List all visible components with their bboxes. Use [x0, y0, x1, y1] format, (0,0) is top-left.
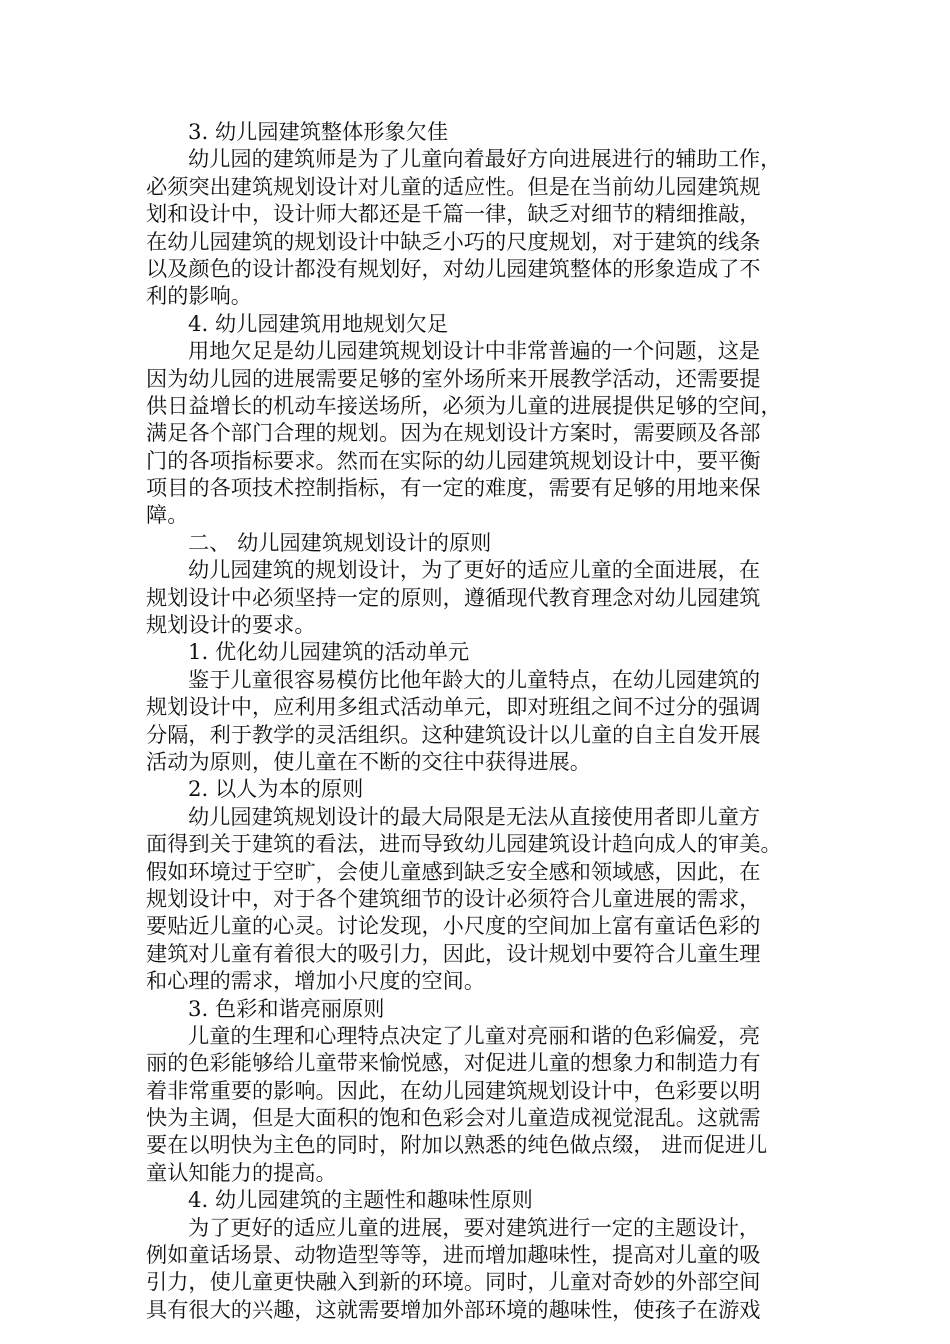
text-line: 3. 色彩和谐亮丽原则	[188, 995, 385, 1021]
text-line: 必须突出建筑规划设计对儿童的适应性。但是在当前幼儿园建筑规	[146, 173, 761, 199]
text-line: 二、 幼儿园建筑规划设计的原则	[188, 529, 492, 555]
text-line: 引力，使儿童更快融入到新的环境。同时，儿童对奇妙的外部空间	[146, 1269, 761, 1295]
text-line: 2. 以人为本的原则	[188, 776, 364, 802]
text-line: 丽的色彩能够给儿童带来愉悦感，对促进儿童的想象力和制造力有	[146, 1050, 761, 1076]
text-line: 因为幼儿园的进展需要足够的室外场所来开展教学活动，还需要提	[146, 365, 761, 391]
text-line: 规划设计中，应利用多组式活动单元，即对班组之间不过分的强调	[146, 694, 761, 720]
text-line: 划和设计中，设计师大都还是千篇一律，缺乏对细节的精细推敲，	[146, 201, 761, 227]
text-line: 要在以明快为主色的同时，附加以熟悉的纯色做点缀， 进而促进儿	[146, 1132, 768, 1158]
text-line: 利的影响。	[146, 283, 252, 309]
text-line: 障。	[146, 502, 189, 528]
text-line: 在幼儿园建筑的规划设计中缺乏小巧的尺度规划，对于建筑的线条	[146, 228, 761, 254]
text-line: 3. 幼儿园建筑整体形象欠佳	[188, 119, 449, 144]
text-line: 门的各项指标要求。然而在实际的幼儿园建筑规划设计中，要平衡	[146, 447, 761, 473]
text-line: 幼儿园的建筑师是为了儿童向着最好方向进展进行的辅助工作，	[188, 146, 782, 172]
text-line: 满足各个部门合理的规划。因为在规划设计方案时，需要顾及各部	[146, 420, 761, 446]
text-line: 1. 优化幼儿园建筑的活动单元	[188, 639, 470, 665]
text-line: 幼儿园建筑规划设计的最大局限是无法从直接使用者即儿童方	[188, 803, 761, 829]
text-line: 活动为原则，使儿童在不断的交往中获得进展。	[146, 748, 591, 774]
text-line: 用地欠足是幼儿园建筑规划设计中非常普遍的一个问题，这是	[188, 338, 761, 364]
text-line: 具有很大的兴趣，这就需要增加外部环境的趣味性，使孩子在游戏	[146, 1296, 761, 1322]
text-line: 幼儿园建筑的规划设计，为了更好的适应儿童的全面进展，在	[188, 557, 761, 583]
text-line: 建筑对儿童有着很大的吸引力，因此，设计规划中要符合儿童生理	[146, 940, 761, 966]
text-line: 童认知能力的提高。	[146, 1159, 337, 1185]
text-line: 着非常重要的影响。因此，在幼儿园建筑规划设计中，色彩要以明	[146, 1077, 761, 1103]
text-line: 要贴近儿童的心灵。讨论发现，小尺度的空间加上富有童话色彩的	[146, 913, 761, 939]
text-line: 儿童的生理和心理特点决定了儿童对亮丽和谐的色彩偏爱，亮	[188, 1022, 761, 1048]
text-line: 规划设计的要求。	[146, 612, 316, 638]
text-line: 为了更好的适应儿童的进展，要对建筑进行一定的主题设计，	[188, 1214, 761, 1240]
text-line: 假如环境过于空旷，会使儿童感到缺乏安全感和领域感，因此，在	[146, 858, 761, 884]
text-line: 鉴于儿童很容易模仿比他年龄大的儿童特点，在幼儿园建筑的	[188, 666, 761, 692]
text-line: 分隔，利于教学的灵活组织。这种建筑设计以儿童的自主自发开展	[146, 721, 761, 747]
text-line: 和心理的需求，增加小尺度的空间。	[146, 968, 486, 994]
text-line: 项目的各项技术控制指标，有一定的难度，需要有足够的用地来保	[146, 475, 761, 501]
text-line: 例如童话场景、动物造型等等，进而增加趣味性，提高对儿童的吸	[146, 1242, 761, 1268]
text-line: 规划设计中，对于各个建筑细节的设计必须符合儿童进展的需求，	[146, 885, 761, 911]
text-line: 4. 幼儿园建筑的主题性和趣味性原则	[188, 1187, 533, 1213]
text-line: 4. 幼儿园建筑用地规划欠足	[188, 310, 449, 336]
text-line: 规划设计中必须坚持一定的原则，遵循现代教育理念对幼儿园建筑	[146, 584, 761, 610]
text-line: 快为主调，但是大面积的饱和色彩会对儿童造成视觉混乱。这就需	[146, 1105, 761, 1131]
document-page	[146, 118, 806, 1323]
text-line: 供日益增长的机动车接送场所，必须为儿童的进展提供足够的空间，	[146, 392, 782, 418]
text-line: 以及颜色的设计都没有规划好，对幼儿园建筑整体的形象造成了不	[146, 255, 761, 281]
text-line: 面得到关于建筑的看法，进而导致幼儿园建筑设计趋向成人的审美。	[146, 831, 782, 857]
